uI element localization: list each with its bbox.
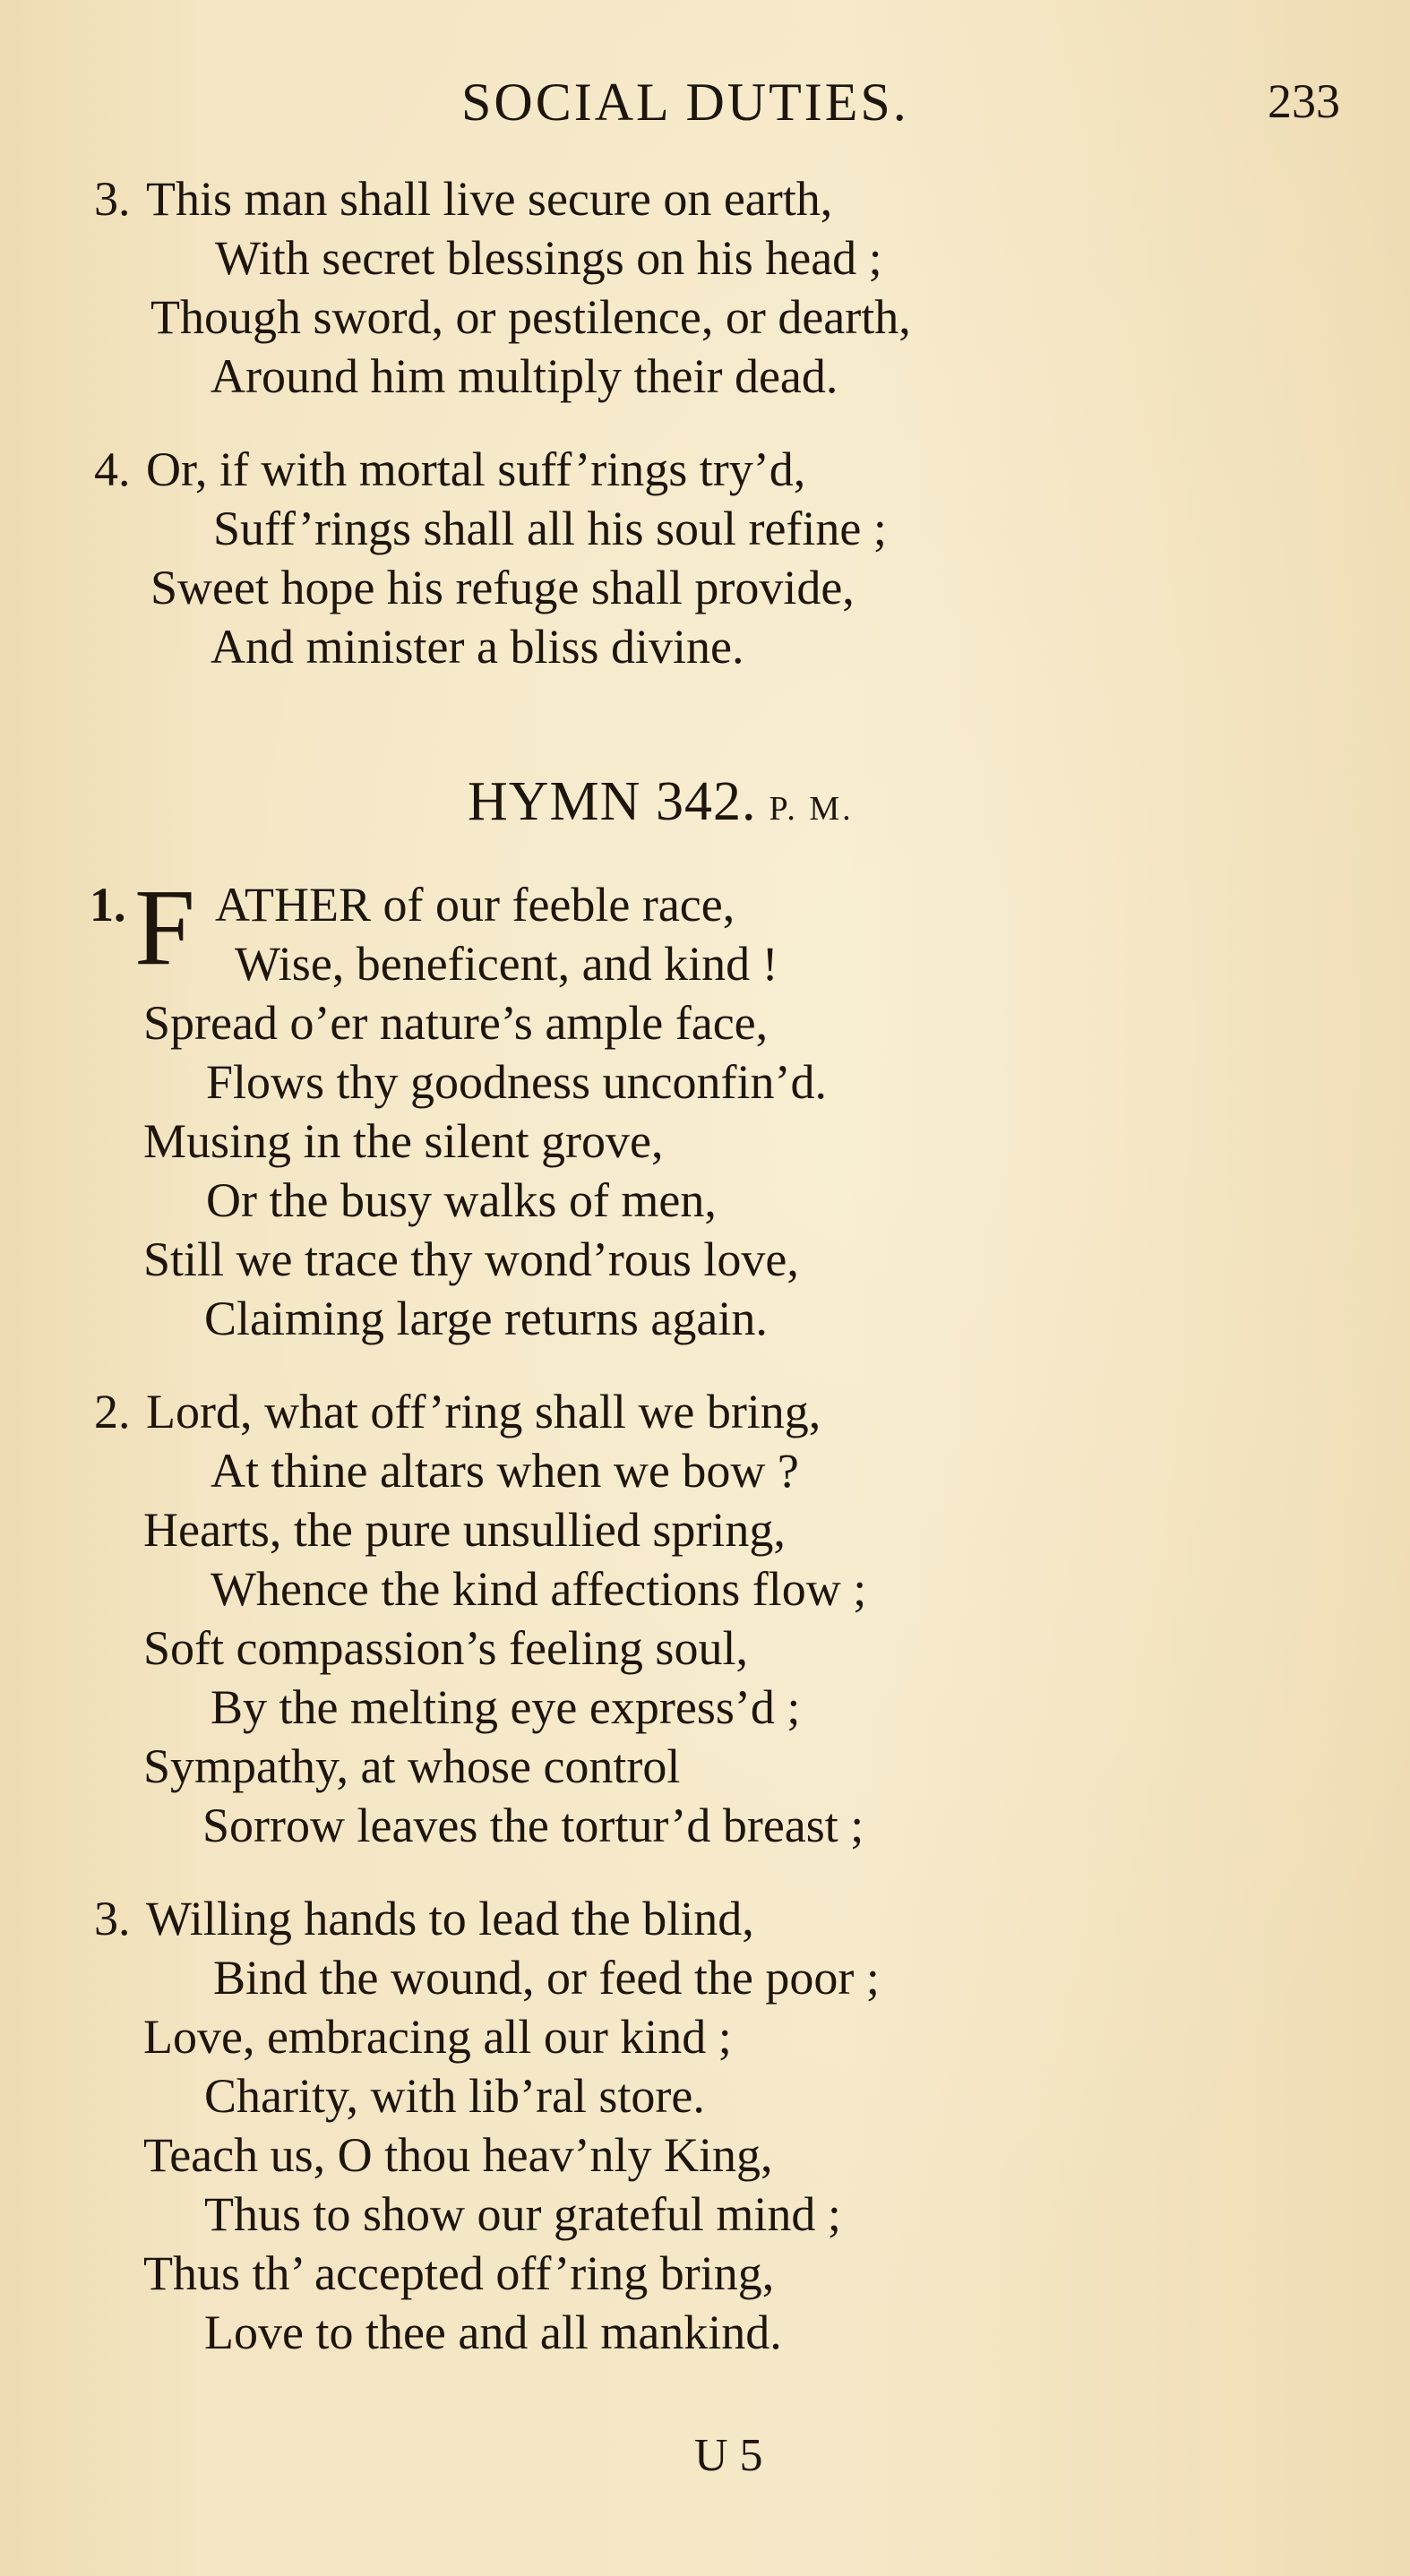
stanza-number: 2.	[94, 1385, 131, 1438]
stanza-line: Or the busy walks of men,	[206, 1173, 717, 1227]
stanza-line: Thus th’ accepted off’ring bring,	[143, 2246, 775, 2300]
hymn-title: HYMN 342.	[468, 771, 757, 832]
stanza-line: Bind the wound, or feed the poor ;	[213, 1951, 880, 2005]
stanza-number: 1.	[90, 878, 126, 932]
running-head	[0, 72, 1410, 143]
stanza-line: Love, embracing all our kind ;	[143, 2010, 732, 2064]
stanza-line: Still we trace thy wond’rous love,	[143, 1232, 799, 1286]
stanza-line: By the melting eye express’d ;	[211, 1680, 801, 1734]
stanza-line	[94, 441, 805, 498]
stanza-line: With secret blessings on his head ;	[215, 231, 882, 285]
stanza-line: Whence the kind affections flow ;	[211, 1562, 867, 1616]
stanza-line-text: Or, if with mortal suff’rings try’d,	[146, 442, 806, 496]
stanza-line: Suff’rings shall all his soul refine ;	[213, 502, 887, 555]
stanza-line-text: Lord, what off’ring shall we bring,	[146, 1385, 821, 1438]
stanza-number: 3.	[94, 172, 131, 226]
stanza-line: Teach us, O thou heav’nly King,	[143, 2128, 773, 2182]
stanza-line	[94, 1383, 821, 1440]
stanza-line-text: This man shall live secure on earth,	[146, 172, 833, 226]
stanza-line: Charity, with lib’ral store.	[204, 2069, 705, 2123]
stanza-number: 4.	[94, 442, 131, 496]
stanza-line: ATHER of our feeble race,	[215, 878, 735, 932]
stanza-line: Though sword, or pestilence, or dearth,	[150, 290, 911, 344]
signature-mark: U 5	[694, 2430, 763, 2481]
stanza-line: Soft compassion’s feeling soul,	[143, 1621, 748, 1675]
stanza-line: Sympathy, at whose control	[143, 1739, 681, 1793]
stanza-line: And minister a bliss divine.	[211, 620, 744, 674]
stanza-number: 3.	[94, 1892, 131, 1945]
stanza-line: Love to thee and all mankind.	[204, 2306, 782, 2359]
hymn-heading	[468, 770, 854, 834]
stanza-line: Spread o’er nature’s ample face,	[143, 996, 769, 1050]
stanza-line	[94, 170, 832, 228]
stanza-line: Flows thy goodness unconfin’d.	[206, 1055, 827, 1109]
stanza-line: Around him multiply their dead.	[211, 349, 838, 403]
hymn-meter: P. M.	[769, 790, 854, 828]
page-number: 233	[1268, 74, 1340, 128]
dropcap-letter: F	[134, 867, 195, 988]
stanza-line: Wise, beneficent, and kind !	[235, 937, 778, 991]
stanza-line: Sorrow leaves the tortur’d breast ;	[202, 1799, 864, 1852]
stanza-line: Claiming large returns again.	[204, 1292, 768, 1345]
stanza-line-text: Willing hands to lead the blind,	[146, 1892, 754, 1945]
stanza-line: Thus to show our grateful mind ;	[204, 2187, 841, 2241]
stanza-line: Musing in the silent grove,	[143, 1114, 664, 1168]
stanza-line: Hearts, the pure unsullied spring,	[143, 1503, 786, 1557]
stanza-line: At thine altars when we bow ?	[211, 1444, 799, 1498]
stanza-line	[94, 1890, 754, 1947]
stanza-line: Sweet hope his refuge shall provide,	[150, 561, 855, 614]
running-title: SOCIAL DUTIES.	[461, 73, 909, 132]
